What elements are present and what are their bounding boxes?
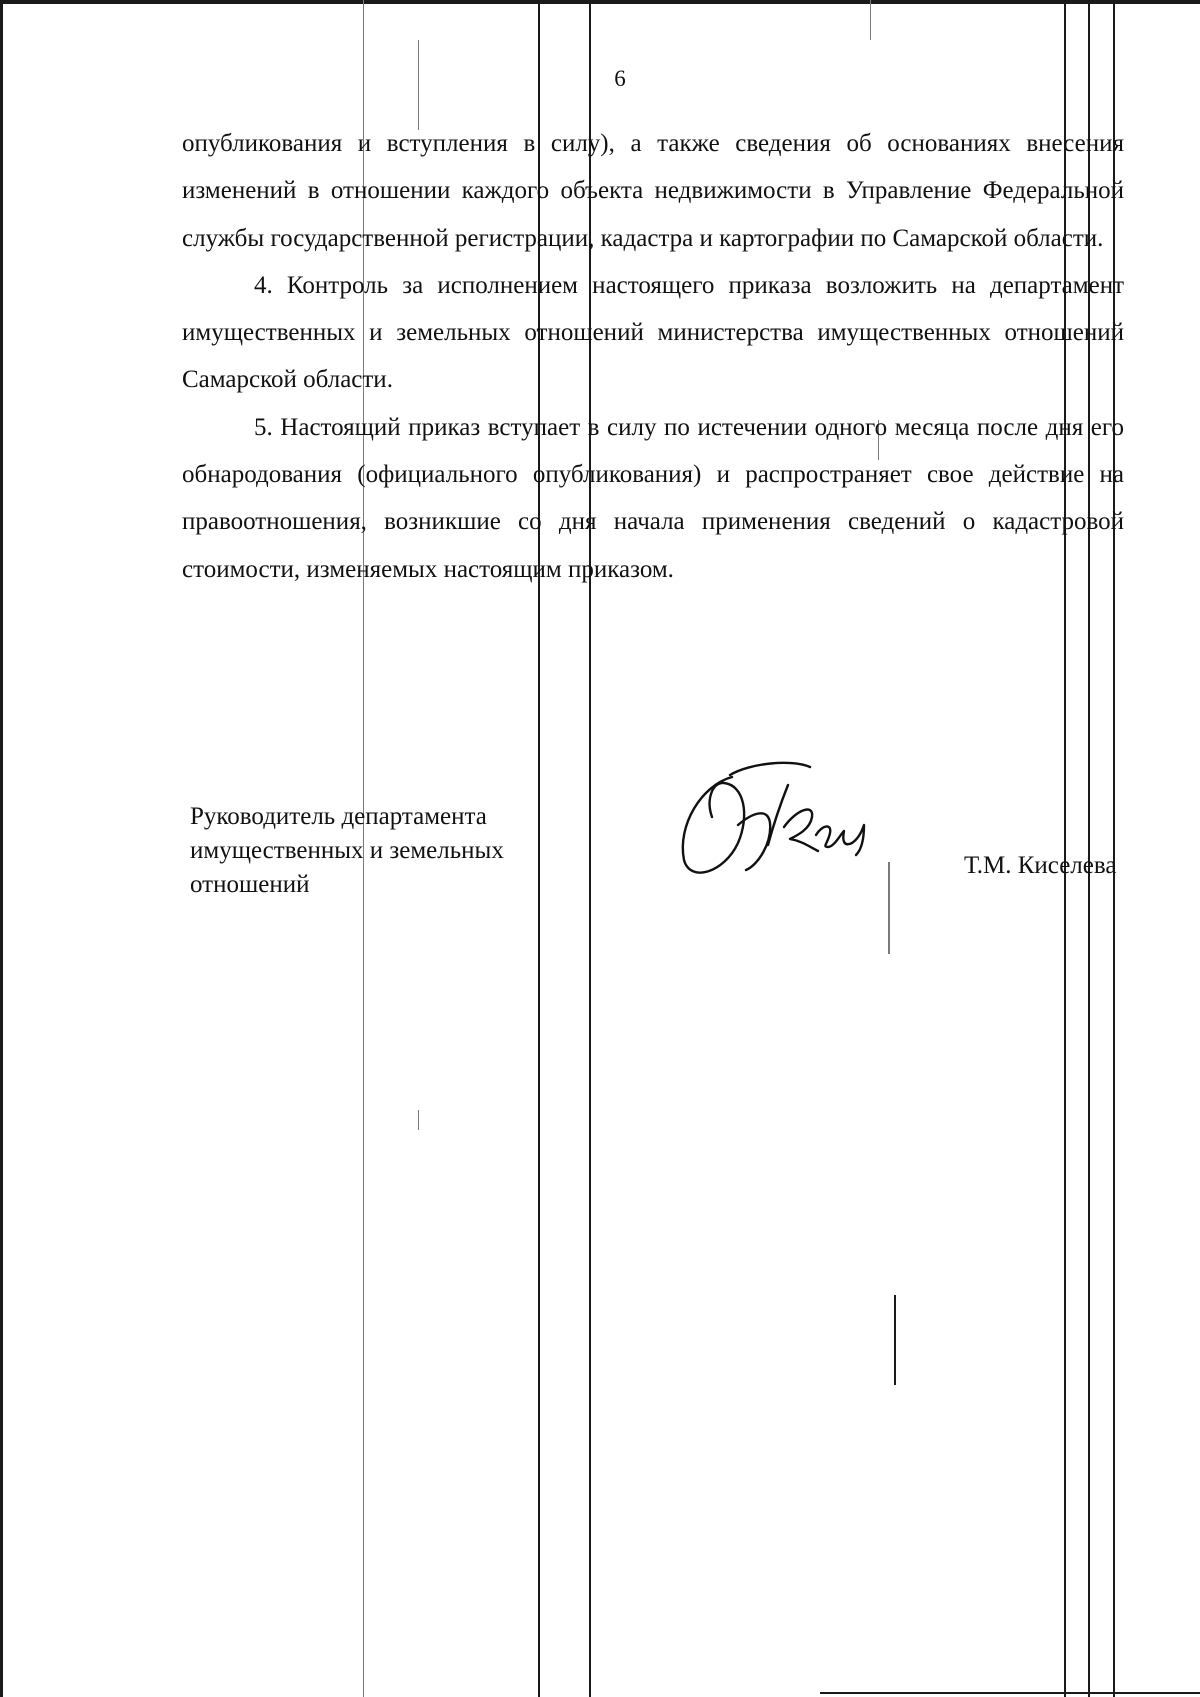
scan-streak xyxy=(418,1110,419,1130)
page-number: 6 xyxy=(614,66,626,91)
signatory-name: Т.М. Киселева xyxy=(964,852,1117,879)
position-line: отношений xyxy=(190,871,310,898)
scan-left-border xyxy=(0,0,3,1697)
position-line: Руководитель департамента xyxy=(190,803,487,830)
scan-streak xyxy=(418,40,419,130)
scan-top-border xyxy=(0,0,1200,4)
scan-streak xyxy=(888,862,890,954)
paragraph-item-4: 4. Контроль за исполнением настоящего приказа возложить на департамент имущественных и земельных отношений министерства имущественных отношений Самарской области. xyxy=(182,271,1124,394)
position-line: имущественных и земельных xyxy=(190,837,504,864)
scan-streak xyxy=(894,1295,896,1385)
paragraph-item-5: 5. Настоящий приказ вступает в силу по истечении одного месяца после дня его обнародования (официального опубликования) и распространяет свое действие на правоотношения, возникшие со дня начала применения сведений о кадастровой стоимости, изменяемых настоящим приказом. xyxy=(182,413,1124,583)
signatory-position xyxy=(190,800,570,902)
handwritten-signature-icon xyxy=(672,755,882,885)
scan-streak xyxy=(870,0,871,40)
paragraph-continuation: опубликования и вступления в силу), а также сведения об основаниях внесения изменений в отношении каждого объекта недвижимости в Управление Федеральной службы государственной регистрации, кадастра и картографии по Самарской области. xyxy=(182,130,1124,252)
scan-bottom-border xyxy=(820,1692,1200,1694)
document-body xyxy=(182,120,1124,593)
